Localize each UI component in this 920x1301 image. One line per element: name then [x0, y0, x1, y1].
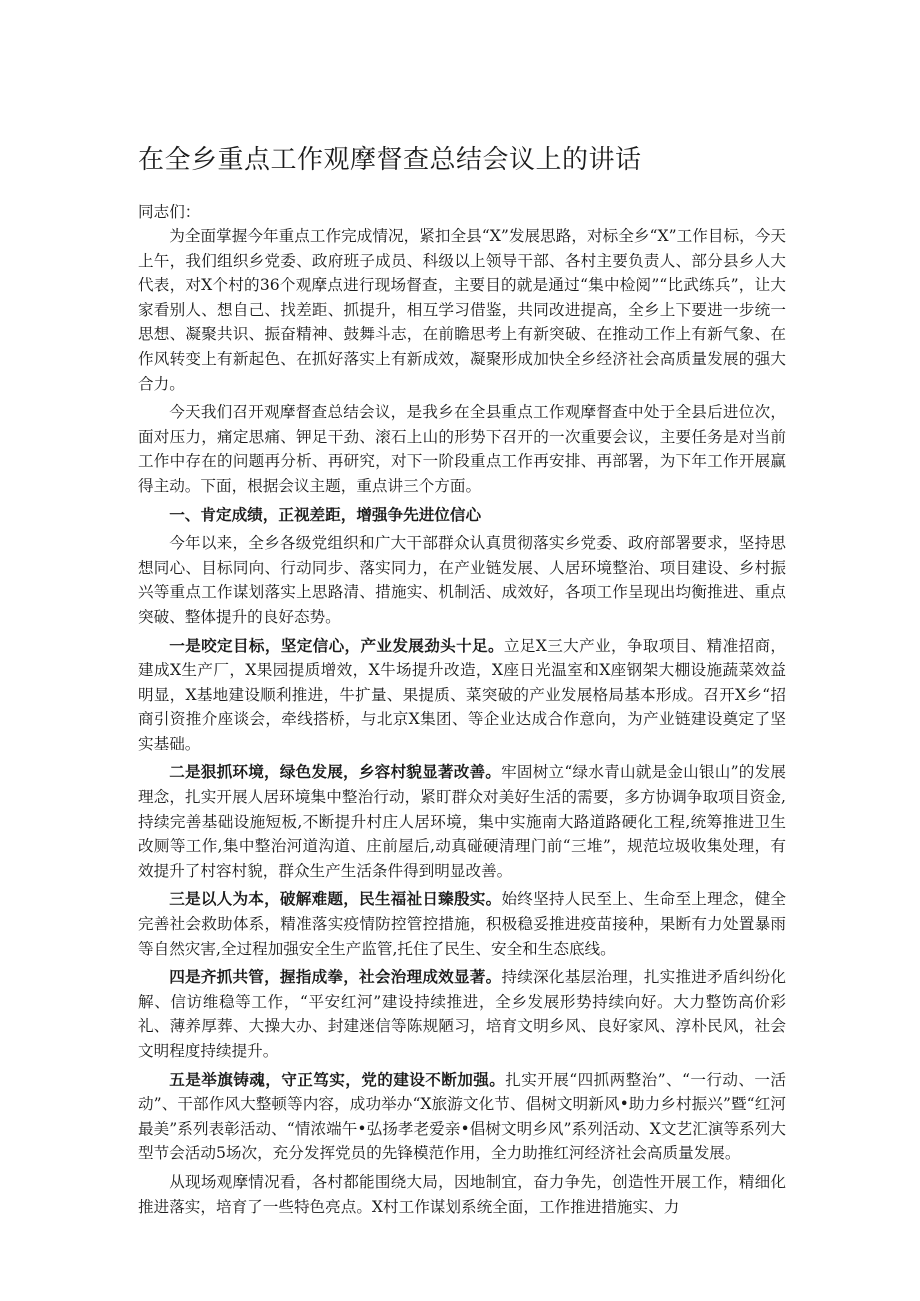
paragraph-text: 今年以来，全乡各级党组织和广大干部群众认真贯彻落实乡党委、政府部署要求，坚持思想同心、目标同向、行动同步、落实同力，在产业链发展、人居环境整治、项目建设、乡村振兴等重点工作谋划落实上思路清、措施实、机制活、成效好，各项工作呈现出均衡推进、重点突破、整体提升的良好态势。 — [138, 534, 786, 626]
paragraph-text: 立足X三大产业，争取项目、精准招商，建成X生产厂，X果园提质增效，X牛场提升改造，X座日光温室和X座钢架大棚设施蔬菜效益明显，X基地建设顺利推进，牛扩量、果提质、菜突破的产业发展格局基本形成。召开X乡“招商引资推介座谈会，牵线搭桥，与北京X集团、等企业达成合作意向，为产业链建设奠定了坚实基础。 — [138, 636, 786, 753]
document-title: 在全乡重点工作观摩督查总结会议上的讲话 — [138, 145, 642, 175]
paragraph-text: 为全面掌握今年重点工作完成情况，紧扣全县“X”发展思路，对标全乡“X”工作目标，今天上午，我们组织乡党委、政府班子成员、科级以上领导干部、各村主要负责人、部分县乡人大代表，对X个村的36个观摩点进行现场督查，主要目的就是通过“集中检阅”“比武练兵”，让大家看别人、想自己、找差距、抓提升，相互学习借鉴，共同改进提高，全乡上下要进一步统一思想、凝聚共识、振奋精神、鼓舞斗志，在前瞻思考上有新突破、在推动工作上有新气象、在作风转变上有新起色、在抓好落实上有新成效，凝聚形成加快全乡经济社会高质量发展的强大合力。 — [138, 227, 786, 393]
paragraph-overview — [138, 531, 786, 629]
salutation: 同志们： — [138, 203, 201, 221]
paragraph-text: 始终坚持人民至上、生命至上理念，健全完善社会救助体系，精准落实疫情防控管控措施，积极稳妥推进疫苗接种，果断有力处置暴雨等自然灾害,全过程加强安全生产监管,托住了民生、安全和生态底线。 — [138, 890, 786, 958]
paragraph-text: 扎实开展“四抓两整治”、“一行动、一活动”、干部作风大整顿等内容，成功举办“X旅游文化节、倡树文明新风•助力乡村振兴”暨“红河最美”系列表彰活动、“情浓端午•弘扬孝老爱亲•倡树文明乡风”系列活动、X文艺汇演等系列大型节会活动5场次，充分发挥党员的先锋模范作用，全力助推红河经济社会高质量发展。 — [138, 1070, 786, 1163]
paragraph-text: 牢固树立“绿水青山就是金山银山”的发展理念，扎实开展人居环境集中整治行动，紧盯群众对美好生活的需要，多方协调争取项目资金,持续完善基础设施短板,不断提升村庄人居环境，集中实施南大路道路硬化工程,统筹推进卫生改厕等工作,集中整治河道沟道、庄前屋后,动真碰硬清理门前“三堆”，规范垃圾收集处理，有效提升了村容村貌，群众生产生活条件得到明显改善。 — [138, 763, 786, 880]
paragraph-point-one — [138, 634, 786, 757]
paragraph-text: 从现场观摩情况看，各村都能围绕大局，因地制宜，奋力争先，创造性开展工作，精细化推进落实，培育了一些特色亮点。X村工作谋划系统全面，工作推进措施实、力 — [138, 1172, 786, 1216]
paragraph-point-five — [138, 1068, 786, 1166]
paragraph-lead: 一是咬定目标，坚定信心，产业发展劲头十足。 — [169, 635, 504, 655]
paragraph-lead: 二是狠抓环境，绿色发展，乡容村貌显著改善。 — [169, 762, 502, 782]
paragraph-text: 今天我们召开观摩督查总结会议，是我乡在全县重点工作观摩督查中处于全县后进位次，面对压力，痛定思痛、钾足干劲、滚石上山的形势下召开的一次重要会议，主要任务是对当前工作中存在的问题再分析、再研究，对下一阶段重点工作再安排、再部署，为下年工作开展赢得主动。下面，根据会议主题，重点讲三个方面。 — [138, 403, 786, 495]
section-heading: 一、肯定成绩，正视差距，增强争先进位信心 — [169, 504, 482, 524]
paragraph-text: 持续深化基层治理，扎实推进矛盾纠纷化解、信访维稳等工作，“平安红河”建设持续推进，全乡发展形势持续向好。大力整饬高价彩礼、薄养厚葬、大操大办、封建迷信等陈规陋习，培育文明乡风、良好家风、淳朴民风，社会文明程度持续提升。 — [138, 968, 786, 1060]
paragraph-lead: 三是以人为本，破解难题，民生福祉日臻殷实。 — [169, 889, 502, 909]
paragraph-point-two — [138, 760, 786, 883]
paragraph-meeting-purpose — [138, 400, 786, 498]
document-page — [138, 140, 786, 1219]
paragraph-lead: 四是齐抓共管，握指成拳，社会治理成效显著。 — [169, 967, 502, 987]
paragraph-point-three — [138, 887, 786, 961]
paragraph-observation — [138, 1170, 786, 1219]
paragraph-intro — [138, 224, 786, 396]
paragraph-lead: 五是举旗铸魂，守正笃实，党的建设不断加强。 — [169, 1069, 506, 1089]
paragraph-point-four — [138, 965, 786, 1063]
